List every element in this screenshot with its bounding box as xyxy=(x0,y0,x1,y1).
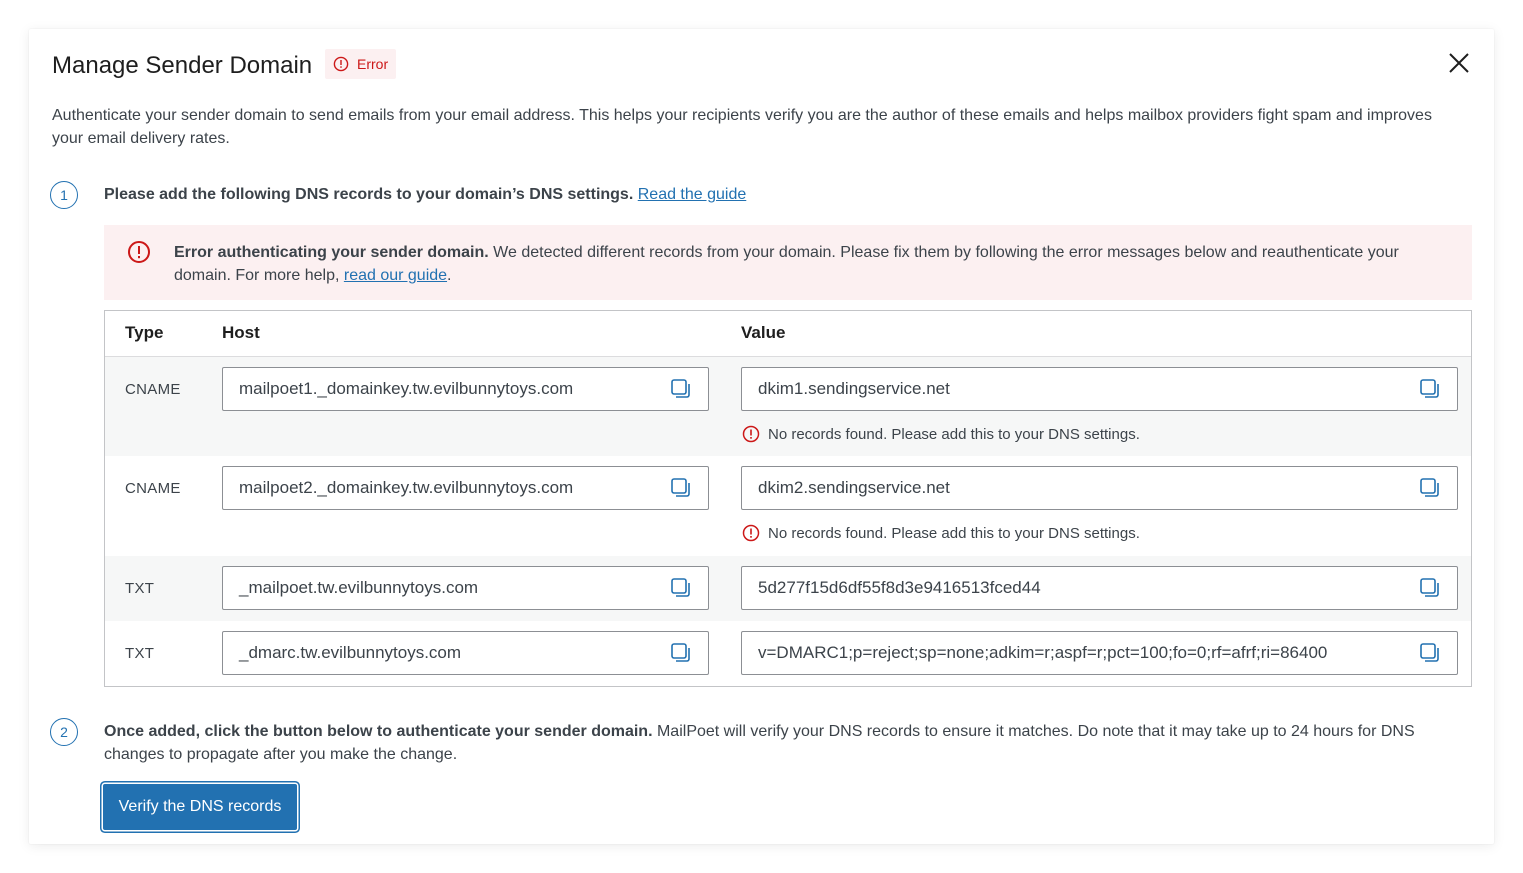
record-value: v=DMARC1;p=reject;sp=none;adkim=r;aspf=r;pct=100;fo=0;rf=afrf;ri=86400 xyxy=(758,643,1328,662)
host-field[interactable] xyxy=(222,367,709,411)
host-value: _dmarc.tw.evilbunnytoys.com xyxy=(239,643,462,662)
copy-icon[interactable] xyxy=(670,577,692,599)
step-1-instruction: Please add the following DNS records to your domain’s DNS settings. xyxy=(104,186,634,203)
copy-icon[interactable] xyxy=(1419,642,1441,664)
host-field[interactable] xyxy=(222,466,709,510)
table-row xyxy=(105,556,1471,621)
record-value: dkim1.sendingservice.net xyxy=(758,379,950,398)
host-value: _mailpoet.tw.evilbunnytoys.com xyxy=(239,578,479,597)
step-1-number: 1 xyxy=(50,181,78,209)
value-field[interactable] xyxy=(741,566,1458,610)
manage-sender-domain-modal xyxy=(29,29,1494,844)
step-1-text xyxy=(104,183,1444,206)
host-value: mailpoet1._domainkey.tw.evilbunnytoys.com xyxy=(239,379,574,398)
error-notice xyxy=(104,225,1472,300)
record-value: 5d277f15d6df55f8d3e9416513fced44 xyxy=(758,578,1041,597)
close-button[interactable] xyxy=(1443,47,1475,79)
error-icon xyxy=(127,240,151,264)
step-2-number: 2 xyxy=(50,718,78,746)
table-row xyxy=(105,621,1471,687)
close-icon xyxy=(1448,52,1470,74)
record-error xyxy=(742,524,1140,542)
error-icon xyxy=(742,524,760,542)
table-row xyxy=(105,357,1471,456)
column-header-host: Host xyxy=(222,323,260,342)
read-the-guide-link[interactable]: Read the guide xyxy=(637,186,747,203)
copy-icon[interactable] xyxy=(1419,477,1441,499)
copy-icon[interactable] xyxy=(1419,577,1441,599)
value-field[interactable] xyxy=(741,466,1458,510)
status-badge-label: Error xyxy=(357,56,389,72)
error-icon xyxy=(742,425,760,443)
table-header xyxy=(105,311,1471,357)
host-field[interactable] xyxy=(222,566,709,610)
notice-text: We detected different records from your domain. Please fix them by following the error messages below and reauthenticate your domain. For more help, xyxy=(174,244,1399,284)
dns-records-table xyxy=(104,310,1472,687)
copy-icon[interactable] xyxy=(670,642,692,664)
record-type: TXT xyxy=(125,645,155,662)
record-error-text: No records found. Please add this to your DNS settings. xyxy=(768,524,1140,542)
notice-end: . xyxy=(447,267,452,284)
record-error xyxy=(742,425,1140,443)
verify-dns-records-button[interactable]: Verify the DNS records xyxy=(103,784,297,830)
record-type: TXT xyxy=(125,580,155,597)
record-type: CNAME xyxy=(125,480,181,497)
column-header-value: Value xyxy=(741,323,786,342)
step-2-instruction: Once added, click the button below to authenticate your sender domain. xyxy=(104,723,653,740)
read-our-guide-link[interactable]: read our guide xyxy=(343,267,448,284)
value-field[interactable] xyxy=(741,367,1458,411)
notice-heading: Error authenticating your sender domain. xyxy=(174,244,489,261)
modal-title: Manage Sender Domain xyxy=(52,52,313,79)
host-field[interactable] xyxy=(222,631,709,675)
record-value: dkim2.sendingservice.net xyxy=(758,478,950,497)
record-type: CNAME xyxy=(125,381,181,398)
copy-icon[interactable] xyxy=(1419,378,1441,400)
step-2-description: MailPoet will verify your DNS records to ensure it matches. Do note that it may take up to 24 hours for DNS changes to propagate after you make the change. xyxy=(104,723,1415,763)
column-header-type: Type xyxy=(125,323,164,342)
copy-icon[interactable] xyxy=(670,477,692,499)
host-value: mailpoet2._domainkey.tw.evilbunnytoys.com xyxy=(239,478,574,497)
table-row xyxy=(105,456,1471,556)
value-field[interactable] xyxy=(741,631,1458,675)
error-icon xyxy=(333,56,349,72)
intro-text: Authenticate your sender domain to send emails from your email address. This helps your recipients verify you are the author of these emails and helps mailbox providers fight spam and improves your email delivery rates. xyxy=(52,107,1432,147)
record-error-text: No records found. Please add this to your DNS settings. xyxy=(768,425,1140,443)
copy-icon[interactable] xyxy=(670,378,692,400)
status-badge xyxy=(325,49,396,79)
step-2-text xyxy=(104,720,1444,766)
